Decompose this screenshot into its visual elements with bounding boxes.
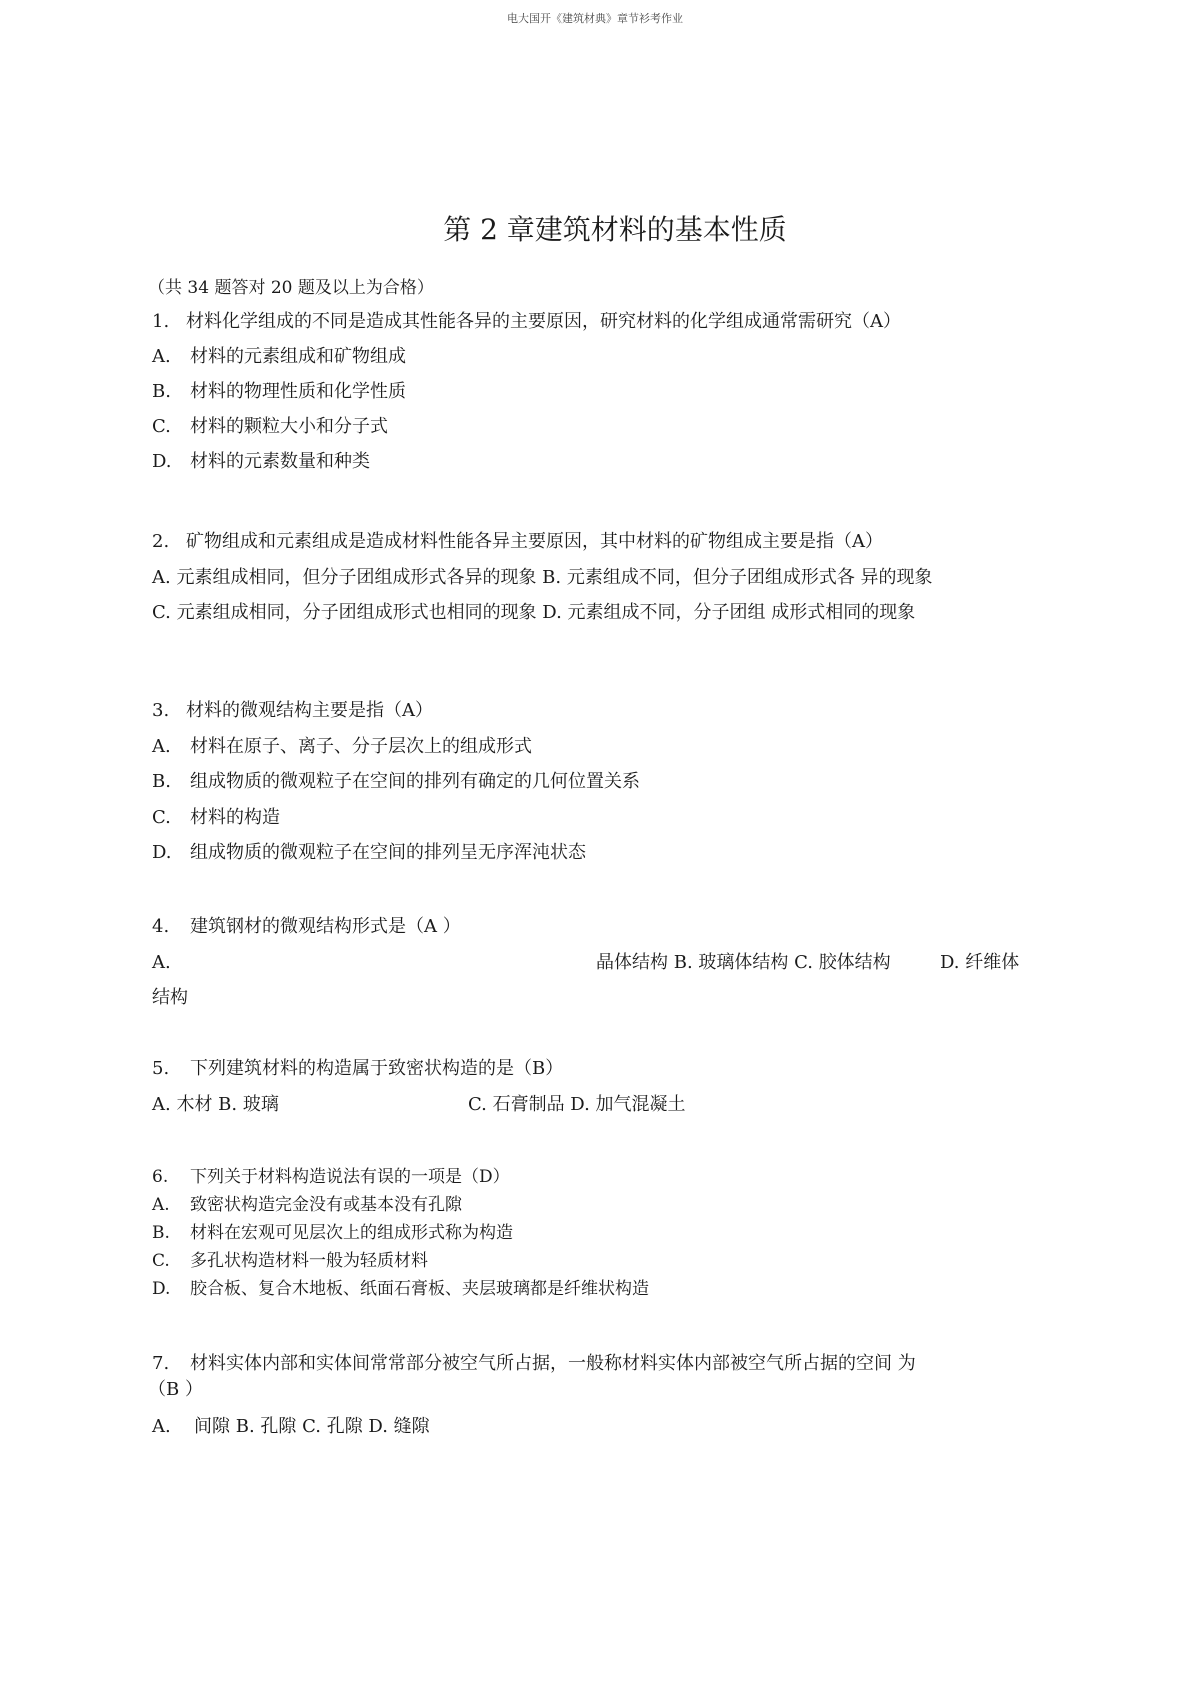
option-label: D. <box>152 1279 171 1299</box>
option-text: 多孔状构造材料一般为轻质材料 <box>190 1251 428 1271</box>
option-row <box>152 345 406 369</box>
answer-wrap: （B ） <box>148 1379 203 1400</box>
running-header: 电大国开《建筑材典》章节衫考作业 <box>507 12 683 25</box>
option-text: 间隙 B. 孔隙 C. 孔隙 D. 缝隙 <box>194 1416 430 1437</box>
option-label: A. <box>152 346 171 367</box>
question-1 <box>152 310 901 334</box>
question-number: 5. <box>152 1058 170 1079</box>
option-text: 材料的物理性质和化学性质 <box>190 381 406 402</box>
option-row <box>152 415 388 439</box>
option-row <box>152 380 406 404</box>
question-text: 建筑钢材的微观结构形式是（A ） <box>190 916 461 937</box>
question-number: 7. <box>152 1353 170 1374</box>
option-row <box>152 770 640 794</box>
option-text: 胶合板、复合木地板、纸面石膏板、夹层玻璃都是纤维状构造 <box>190 1279 649 1299</box>
option-row: C. 石膏制品 D. 加气混凝土 <box>468 1094 686 1115</box>
page-title: 第 2 章建筑材料的基本性质 <box>443 213 787 246</box>
option-label: D. <box>152 842 172 863</box>
pass-note: （共 34 题答对 20 题及以上为合格） <box>148 278 434 298</box>
question-2 <box>152 530 883 554</box>
option-label: D. <box>152 451 172 472</box>
option-text: 材料的元素组成和矿物组成 <box>190 346 406 367</box>
option-row <box>152 806 280 830</box>
option-row: 晶体结构 B. 玻璃体结构 C. 胶体结构 <box>596 952 891 973</box>
option-row <box>152 735 532 759</box>
option-text: 材料的颗粒大小和分子式 <box>190 416 388 437</box>
question-6 <box>152 1165 510 1189</box>
option-row <box>152 841 586 865</box>
option-label: A. <box>152 1416 171 1437</box>
option-text: 组成物质的微观粒子在空间的排列有确定的几何位置关系 <box>190 771 640 792</box>
question-text: 下列关于材料构造说法有误的一项是（D） <box>190 1167 510 1187</box>
option-text: 材料在宏观可见层次上的组成形式称为构造 <box>190 1223 513 1243</box>
question-4 <box>152 915 461 939</box>
question-text: 材料化学组成的不同是造成其性能各异的主要原因，研究材料的化学组成通常需研究（A） <box>186 311 901 332</box>
option-wrap: 结构 <box>152 987 188 1008</box>
question-number: 1. <box>152 311 170 332</box>
option-label: A. <box>152 1195 170 1215</box>
option-row <box>152 1193 462 1217</box>
question-text: 下列建筑材料的构造属于致密状构造的是（B） <box>190 1058 564 1079</box>
option-row <box>152 1249 428 1273</box>
option-label: B. <box>152 771 171 792</box>
option-label: C. <box>152 1251 170 1271</box>
option-text: 组成物质的微观粒子在空间的排列呈无序浑沌状态 <box>190 842 586 863</box>
question-number: 3. <box>152 700 170 721</box>
question-number: 6. <box>152 1167 169 1187</box>
question-5 <box>152 1057 563 1081</box>
question-3 <box>152 699 433 723</box>
option-row <box>152 1277 649 1301</box>
question-number: 4. <box>152 916 170 937</box>
question-text: 材料实体内部和实体间常常部分被空气所占据，一般称材料实体内部被空气所占据的空间 为 <box>190 1353 916 1374</box>
option-row: A. 木材 B. 玻璃 <box>152 1094 279 1115</box>
option-label: B. <box>152 381 171 402</box>
option-row <box>152 1221 513 1245</box>
option-row <box>152 450 370 474</box>
option-label: C. <box>152 807 171 828</box>
option-row: A. 元素组成相同，但分子团组成形式各异的现象 B. 元素组成不同，但分子团组成形式各 异的现象 <box>152 567 933 588</box>
question-7 <box>152 1352 916 1376</box>
option-text: 材料的构造 <box>190 807 280 828</box>
option-row <box>152 1415 430 1439</box>
question-text: 材料的微观结构主要是指（A） <box>186 700 433 721</box>
option-label: A. <box>152 736 171 757</box>
option-label: C. <box>152 416 171 437</box>
option-row: D. 纤维体 <box>940 952 1020 973</box>
option-row: C. 元素组成相同，分子团组成形式也相同的现象 D. 元素组成不同，分子团组 成形式相同的现象 <box>152 602 916 623</box>
option-text: 致密状构造完金没有或基本没有孔隙 <box>190 1195 462 1215</box>
question-number: 2. <box>152 531 170 552</box>
option-label: A. <box>152 952 171 973</box>
option-label: B. <box>152 1223 170 1243</box>
question-text: 矿物组成和元素组成是造成材料性能各异主要原因，其中材料的矿物组成主要是指（A） <box>186 531 883 552</box>
option-text: 材料在原子、离子、分子层次上的组成形式 <box>190 736 532 757</box>
option-text: 材料的元素数量和种类 <box>190 451 370 472</box>
